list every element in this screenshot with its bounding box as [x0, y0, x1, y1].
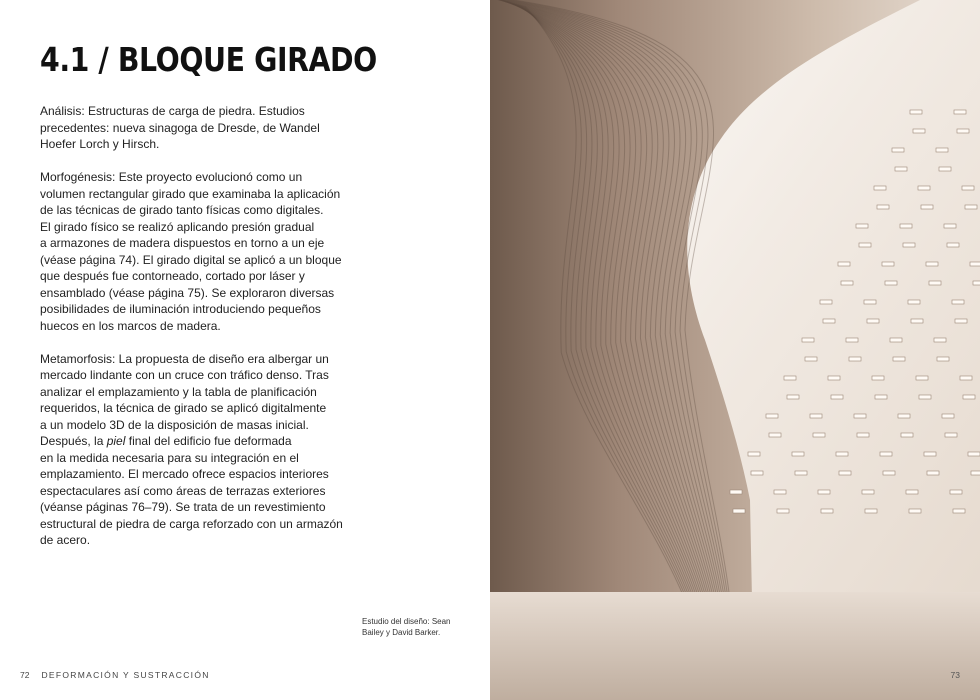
image-caption — [362, 616, 472, 638]
page-number: 72 — [20, 670, 30, 680]
paragraph-morphogenesis — [40, 169, 340, 334]
light-slot — [942, 414, 954, 418]
section-title: DEFORMACIÓN Y SUSTRACCIÓN — [41, 670, 210, 680]
light-slot — [751, 471, 763, 475]
light-slot — [929, 281, 941, 285]
light-slot — [955, 319, 967, 323]
light-slot — [818, 490, 830, 494]
light-slot — [883, 471, 895, 475]
page-title: 4.1 / BLOQUE GIRADO — [40, 40, 377, 79]
text-fragment: final del edificio fue deformada — [128, 434, 292, 448]
light-slot — [895, 167, 907, 171]
light-slot — [882, 262, 894, 266]
text-line: analizar el emplazamiento y la tabla de planificación — [40, 384, 317, 399]
paragraph-analysis — [40, 103, 340, 153]
light-slot — [820, 300, 832, 304]
light-slot — [831, 395, 843, 399]
caption-line: Bailey y David Barker. — [362, 628, 441, 637]
text-line: en la medida necesaria para su integración en el — [40, 450, 299, 465]
text-line: ensamblado (véase página 75). Se exploraron diversas — [40, 285, 335, 300]
text-line: El girado físico se realizó aplicando presión gradual — [40, 219, 315, 234]
light-slot — [926, 262, 938, 266]
text-line: Hoefer Lorch y Hirsch. — [40, 137, 160, 151]
light-slot — [792, 452, 804, 456]
text-line: huecos en los marcos de madera. — [40, 318, 221, 333]
light-slot — [970, 262, 980, 266]
light-slot — [748, 452, 760, 456]
light-slot — [813, 433, 825, 437]
text-line: mercado lindante con un cruce con tráfico denso. Tras — [40, 368, 329, 382]
light-slot — [836, 452, 848, 456]
text-line: de acero. — [40, 533, 91, 547]
text-line: (véase página 74). El girado digital se aplicó a un bloque — [40, 252, 342, 267]
text-line: estructural de piedra de carga reforzado con un armazón — [40, 516, 343, 531]
folio-left — [20, 670, 210, 680]
light-slot — [766, 414, 778, 418]
text-line: Morfogénesis: Este proyecto evolucionó como un — [40, 170, 303, 184]
light-slot — [862, 490, 874, 494]
light-slot — [821, 509, 833, 513]
light-slot — [892, 148, 904, 152]
text-line: Metamorfosis: La propuesta de diseño era albergar un — [40, 351, 329, 366]
light-slot — [950, 490, 962, 494]
light-slot — [774, 490, 786, 494]
light-slot — [872, 376, 884, 380]
text-line: (véanse páginas 76–79). Se trata de un revestimiento — [40, 500, 326, 514]
light-slot — [880, 452, 892, 456]
text-line: que después fue contorneado, cortado por láser y — [40, 269, 305, 283]
light-slot — [784, 376, 796, 380]
light-slot — [854, 414, 866, 418]
light-slot — [901, 433, 913, 437]
light-slot — [893, 357, 905, 361]
light-slot — [802, 338, 814, 342]
light-slot — [730, 490, 742, 494]
light-slot — [963, 395, 975, 399]
light-slot — [810, 414, 822, 418]
floor-plane — [490, 592, 980, 700]
light-slot — [960, 376, 972, 380]
light-slot — [856, 224, 868, 228]
light-slot — [927, 471, 939, 475]
right-page — [490, 0, 980, 700]
light-slot — [962, 186, 974, 190]
light-slot — [823, 319, 835, 323]
page-number-right: 73 — [950, 670, 960, 680]
light-slot — [939, 167, 951, 171]
light-slot — [968, 452, 980, 456]
body-text — [40, 103, 343, 565]
light-slot — [945, 433, 957, 437]
caption-line: Estudio del diseño: Sean — [362, 617, 451, 626]
light-slot — [910, 110, 922, 114]
light-slot — [916, 376, 928, 380]
text-line: espectaculares así como áreas de terrazas exteriores — [40, 483, 326, 498]
light-slot — [919, 395, 931, 399]
light-slot — [971, 471, 980, 475]
light-slot — [769, 433, 781, 437]
text-line — [40, 433, 340, 450]
light-slot — [911, 319, 923, 323]
light-slot — [900, 224, 912, 228]
text-line: requeridos, la técnica de girado se aplicó digitalmente — [40, 401, 327, 415]
light-slot — [828, 376, 840, 380]
light-slot — [906, 490, 918, 494]
light-slot — [903, 243, 915, 247]
light-slot — [787, 395, 799, 399]
light-slot — [849, 357, 861, 361]
text-line: de las técnicas de girado tanto físicas como digitales. — [40, 203, 324, 217]
text-line: emplazamiento. El mercado ofrece espacios interiores — [40, 467, 329, 481]
text-line: posibilidades de iluminación introduciendo pequeños — [40, 302, 321, 316]
light-slot — [867, 319, 879, 323]
light-slot — [937, 357, 949, 361]
light-slot — [947, 243, 959, 247]
italic-term: piel — [106, 434, 126, 448]
light-slot — [909, 509, 921, 513]
light-slot — [936, 148, 948, 152]
light-slot — [954, 110, 966, 114]
light-slot — [921, 205, 933, 209]
light-slot — [846, 338, 858, 342]
light-slot — [913, 129, 925, 133]
light-slot — [953, 509, 965, 513]
light-slot — [875, 395, 887, 399]
light-slot — [864, 300, 876, 304]
light-slot — [795, 471, 807, 475]
light-slot — [965, 205, 977, 209]
text-fragment: Después, la — [40, 434, 104, 448]
light-slot — [898, 414, 910, 418]
light-slot — [877, 205, 889, 209]
light-slot — [952, 300, 964, 304]
light-slot — [857, 433, 869, 437]
light-slot — [859, 243, 871, 247]
light-slot — [885, 281, 897, 285]
light-slot — [865, 509, 877, 513]
light-slot — [924, 452, 936, 456]
light-slot — [918, 186, 930, 190]
light-slot — [874, 186, 886, 190]
light-slot — [934, 338, 946, 342]
text-line: a armazones de madera dispuestos en torno a un eje — [40, 236, 325, 250]
light-slot — [805, 357, 817, 361]
text-line: precedentes: nueva sinagoga de Dresde, de Wandel — [40, 120, 320, 135]
text-line: volumen rectangular girado que examinaba la aplicación — [40, 186, 341, 201]
light-slot — [838, 262, 850, 266]
light-slot — [841, 281, 853, 285]
light-slot — [908, 300, 920, 304]
light-slot — [957, 129, 969, 133]
light-slot — [890, 338, 902, 342]
text-line: Análisis: Estructuras de carga de piedra. Estudios — [40, 104, 305, 118]
light-slot — [839, 471, 851, 475]
light-slot — [777, 509, 789, 513]
text-line: a un modelo 3D de la disposición de masas inicial. — [40, 417, 309, 432]
light-slot — [944, 224, 956, 228]
light-slot — [733, 509, 745, 513]
architecture-render-image — [490, 0, 980, 700]
light-slot — [973, 281, 980, 285]
paragraph-metamorphosis — [40, 351, 343, 549]
